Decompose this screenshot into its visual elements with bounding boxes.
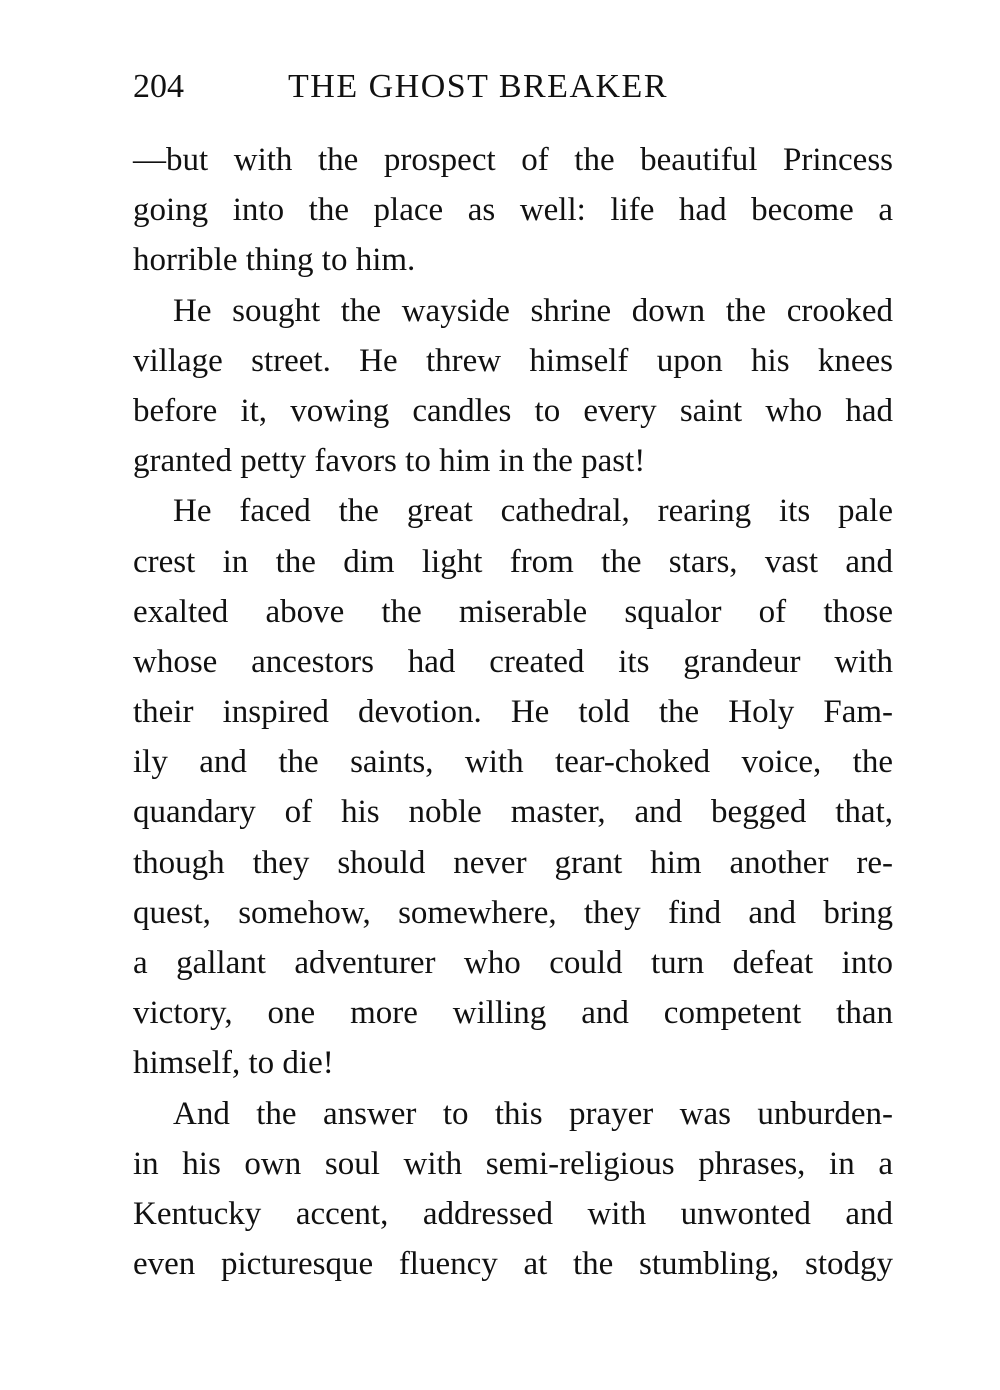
text-line: crest in the dim light from the stars, vast and bbox=[133, 543, 893, 580]
book-page bbox=[133, 62, 893, 1289]
text-line: before it, vowing candles to every saint who had bbox=[133, 392, 893, 429]
paragraph-1 bbox=[133, 135, 893, 286]
text-line: village street. He threw himself upon his knees bbox=[133, 342, 893, 379]
text-line: going into the place as well: life had become a bbox=[133, 192, 893, 229]
text-line: —but with the prospect of the beautiful Princess bbox=[133, 142, 893, 178]
text-line: He faced the great cathedral, rearing its pale bbox=[173, 493, 893, 530]
running-head bbox=[133, 62, 893, 112]
text-line: a gallant adventurer who could turn defeat into bbox=[133, 945, 893, 981]
text-line: He sought the wayside shrine down the crooked bbox=[173, 292, 893, 329]
text-line: quest, somehow, somewhere, they find and bring bbox=[133, 894, 893, 931]
text-line: horrible thing to him. bbox=[133, 242, 416, 279]
paragraph-3 bbox=[133, 486, 893, 1088]
page-number: 204 bbox=[133, 68, 184, 105]
text-line: whose ancestors had created its grandeur with bbox=[133, 643, 893, 680]
paragraph-4 bbox=[133, 1089, 893, 1290]
text-line: in his own soul with semi-religious phrases, in a bbox=[133, 1145, 893, 1182]
text-line: himself, to die! bbox=[133, 1045, 334, 1082]
running-title: THE GHOST BREAKER bbox=[288, 68, 668, 105]
text-line: even picturesque fluency at the stumbling, stodgy bbox=[133, 1246, 893, 1283]
body-text bbox=[133, 135, 893, 1289]
text-line: exalted above the miserable squalor of those bbox=[133, 593, 893, 630]
text-line: And the answer to this prayer was unburden- bbox=[173, 1095, 893, 1132]
paragraph-2 bbox=[133, 286, 893, 487]
text-line: quandary of his noble master, and begged that, bbox=[133, 794, 893, 831]
text-line: granted petty favors to him in the past! bbox=[133, 443, 646, 480]
text-line: though they should never grant him another re- bbox=[133, 844, 893, 881]
text-line: ily and the saints, with tear-choked voice, the bbox=[133, 744, 893, 781]
text-line: victory, one more willing and competent than bbox=[133, 995, 893, 1032]
text-line: Kentucky accent, addressed with unwonted and bbox=[133, 1195, 893, 1232]
text-line: their inspired devotion. He told the Holy Fam- bbox=[133, 694, 893, 731]
